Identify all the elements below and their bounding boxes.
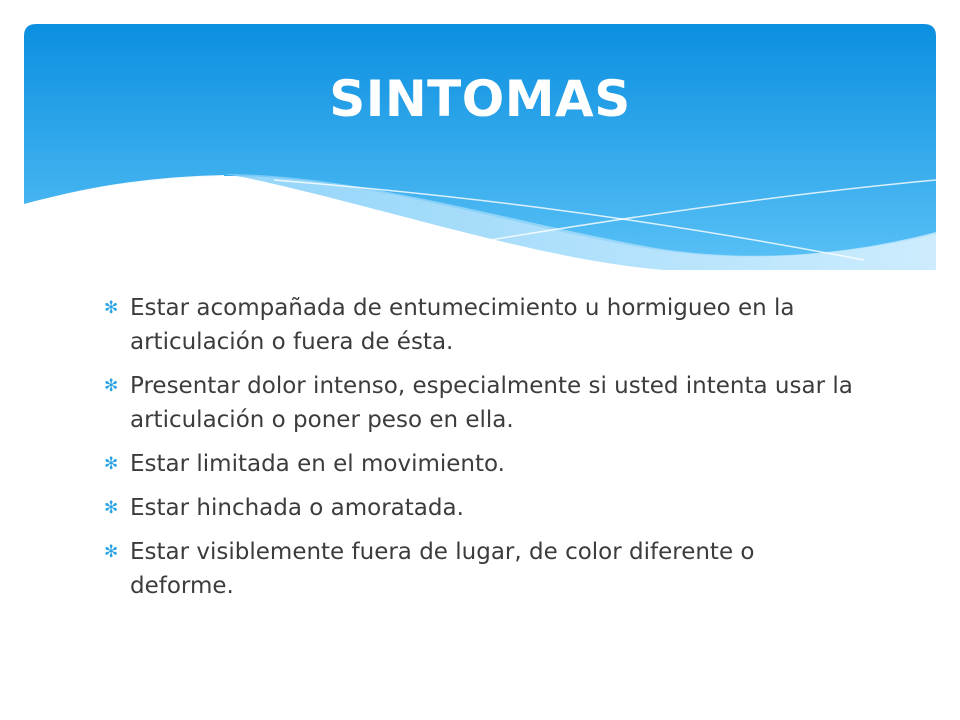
asterisk-bullet-icon: ✻: [104, 498, 119, 518]
header-wave-band: [24, 24, 936, 270]
list-item: [104, 291, 864, 359]
list-item-text: Estar visiblemente fuera de lugar, de color diferente o deforme.: [130, 539, 755, 599]
list-item-text: Presentar dolor intenso, especialmente si usted intenta usar la articulación o poner peso en ella.: [130, 373, 853, 433]
list-item: [104, 535, 864, 603]
list-item: [104, 369, 864, 437]
asterisk-bullet-icon: ✻: [104, 376, 119, 396]
slide-title: SINTOMAS: [329, 70, 631, 128]
symptom-list: [104, 291, 864, 613]
list-item-text: Estar limitada en el movimiento.: [130, 451, 505, 477]
asterisk-bullet-icon: ✻: [104, 454, 119, 474]
list-item: [104, 491, 864, 525]
list-item-text: Estar hinchada o amoratada.: [130, 495, 464, 521]
asterisk-bullet-icon: ✻: [104, 542, 119, 562]
list-item-text: Estar acompañada de entumecimiento u hormigueo en la articulación o fuera de ésta.: [130, 295, 795, 355]
list-item: [104, 447, 864, 481]
asterisk-bullet-icon: ✻: [104, 298, 119, 318]
wave-decoration: [24, 24, 936, 270]
